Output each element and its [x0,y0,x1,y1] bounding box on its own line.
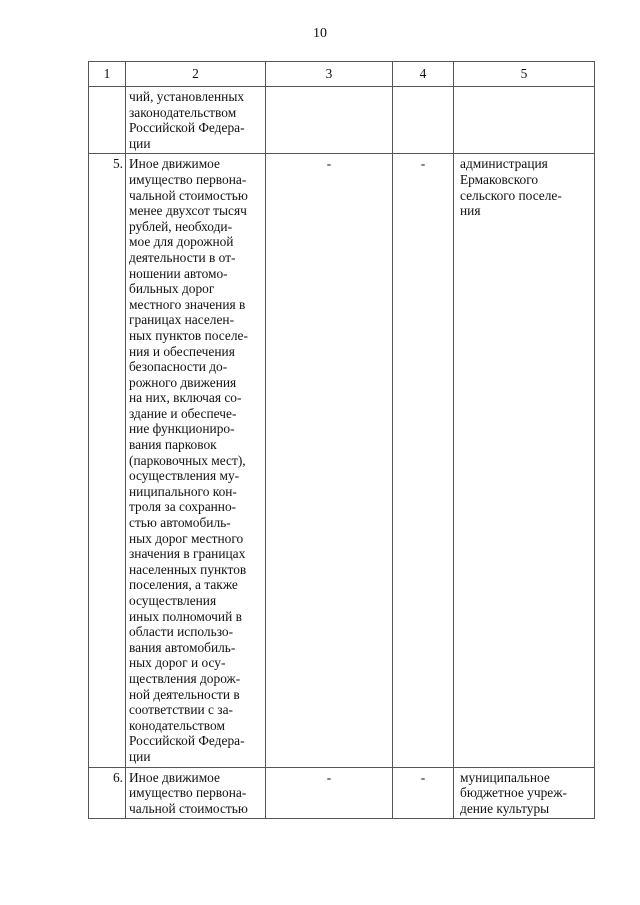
row-number-cell [89,767,126,819]
row-holder: администрация Ермаковского сельского поселе- ния [460,156,562,219]
header-cell-2: 2 [126,62,266,87]
col4-cell [393,767,454,819]
table-row [89,154,595,767]
row-number: 5. [112,156,123,172]
row-holder: муниципальное бюджетное учреж- дение культуры [460,769,567,816]
col3-cell [266,767,393,819]
description-cell [126,87,266,154]
col4-cell [393,87,454,154]
table-row [89,767,595,819]
description-cell [126,767,266,819]
col3-value: - [326,156,332,172]
table-header-row [89,62,595,87]
row-number: 6. [112,769,123,785]
row-number-cell [89,87,126,154]
col3-cell [266,154,393,767]
col4-cell [393,154,454,767]
header-cell-4: 4 [393,62,454,87]
description-cell [126,154,266,767]
col3-value: - [326,769,332,785]
row-description: чий, установленных законодательством Российской Федера- ции [129,89,245,151]
col4-value: - [420,156,426,172]
property-table [88,61,595,819]
holder-cell [454,767,595,819]
row-holder [454,87,594,91]
header-cell-5: 5 [454,62,595,87]
row-description: Иное движимое имущество первона- чальной стоимостью [129,769,248,816]
row-description: Иное движимое имущество первона- чальной стоимостью менее двухсот тысяч рублей, необходи- мое для дорожной деятельности в от- ношении автомо- бильных дорог местного значения в границах населен- ных пунктов поселе- ния и обеспечения безопасности до- рожного движения на них, включая со- здание и обеспече- ние функциониро- вания парковок (парковочных мест), осуществления му- ниципального кон- троля за сохранно- стью автомобиль- ных дорог местного значения в границах населенных пунктов поселения, а также осуществления иных полномочий в области использо- вания автомобиль- ных дорог и осу- ществления дорож- ной деятельности в соответствии с за- конодательством Российской Федера- ции [129,156,248,764]
holder-cell [454,87,595,154]
header-cell-3: 3 [266,62,393,87]
page-number: 10 [313,26,327,41]
table-row [89,87,595,154]
holder-cell [454,154,595,767]
col3-cell [266,87,393,154]
row-number-cell [89,154,126,767]
col4-value: - [420,769,426,785]
header-cell-1: 1 [89,62,126,87]
